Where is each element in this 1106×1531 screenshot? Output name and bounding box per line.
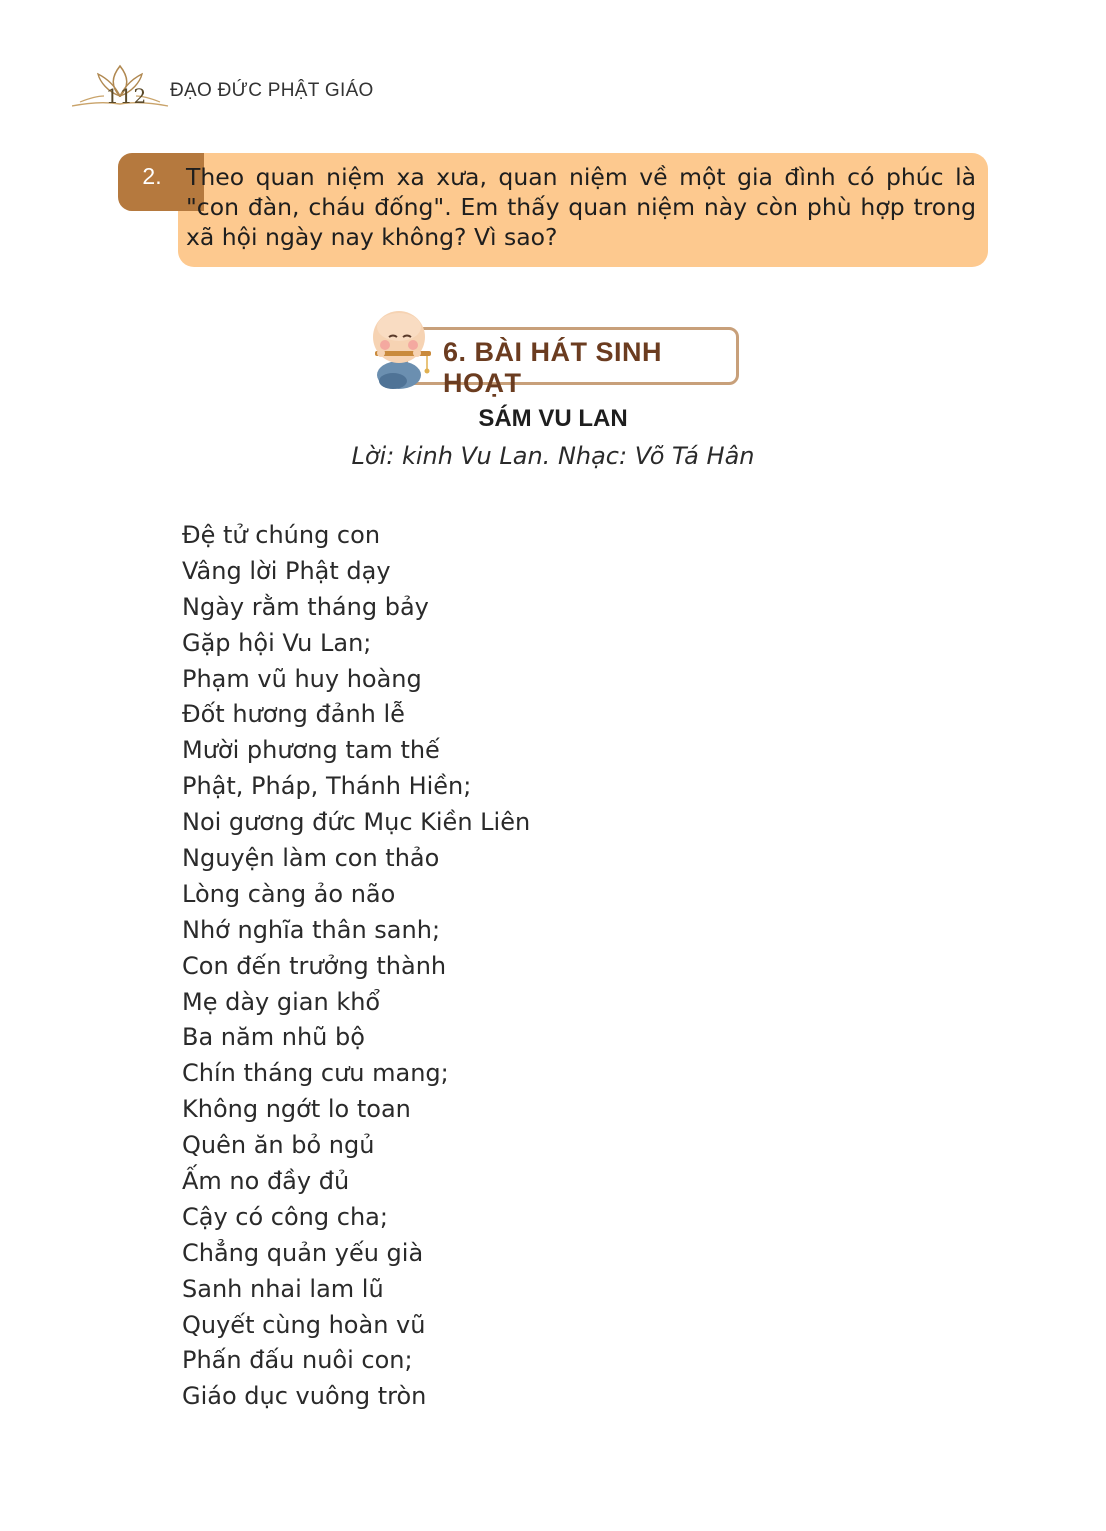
question-number: 2.	[142, 163, 162, 189]
lyric-line: Gặp hội Vu Lan;	[182, 628, 372, 657]
monk-flute-icon	[365, 305, 445, 391]
lyric-line: Con đến trưởng thành	[182, 951, 447, 980]
running-title: ĐẠO ĐỨC PHẬT GIÁO	[170, 80, 374, 101]
lyric-line: Quên ăn bỏ ngủ	[182, 1131, 375, 1160]
page-header	[72, 62, 392, 112]
lyric-line: Phạm vũ huy hoàng	[182, 664, 422, 693]
song-lyrics	[182, 518, 530, 1415]
lyric-line: Ba năm nhũ bộ	[182, 1023, 365, 1052]
lyric-line: Đốt hương đảnh lễ	[182, 700, 405, 729]
lyric-line: Cậy có công cha;	[182, 1202, 388, 1231]
page-number: 112	[106, 84, 148, 108]
song-title: SÁM VU LAN	[478, 405, 628, 432]
lyric-line: Ngày rằm tháng bảy	[182, 592, 429, 621]
lyric-line: Phật, Pháp, Thánh Hiền;	[182, 772, 472, 801]
song-credit: Lời: kinh Vu Lan. Nhạc: Võ Tá Hân	[351, 442, 755, 470]
lyric-line: Chẳng quản yếu già	[182, 1238, 424, 1267]
section-title: 6. BÀI HÁT SINH HOẠT	[443, 337, 663, 398]
lyric-line: Vâng lời Phật dạy	[182, 556, 391, 585]
question-text: Theo quan niệm xa xưa, quan niệm về một gia đình có phúc là "con đàn, cháu đống". Em thấy quan niệm này còn phù hợp trong xã hội ngày nay không? Vì sao?	[186, 163, 976, 251]
lyric-line: Đệ tử chúng con	[182, 521, 381, 549]
lyric-line: Mười phương tam thế	[182, 736, 440, 765]
lyric-line: Nguyện làm con thảo	[182, 844, 440, 873]
lyric-line: Không ngớt lo toan	[182, 1095, 411, 1124]
lyric-line: Mẹ dày gian khổ	[182, 987, 381, 1016]
lyric-line: Sanh nhai lam lũ	[182, 1274, 384, 1303]
lyric-line: Lòng càng ảo não	[182, 879, 396, 908]
lyric-line: Phấn đấu nuôi con;	[182, 1346, 413, 1375]
section-banner	[365, 305, 745, 398]
lyric-line: Noi gương đức Mục Kiền Liên	[182, 808, 531, 837]
lyric-line: Giáo dục vuông tròn	[182, 1382, 427, 1411]
lyric-line: Chín tháng cưu mang;	[182, 1059, 449, 1088]
lyric-line: Quyết cùng hoàn vũ	[182, 1310, 426, 1339]
lyric-line: Nhớ nghĩa thân sanh;	[182, 915, 441, 944]
lyric-line: Ấm no đầy đủ	[182, 1167, 350, 1196]
